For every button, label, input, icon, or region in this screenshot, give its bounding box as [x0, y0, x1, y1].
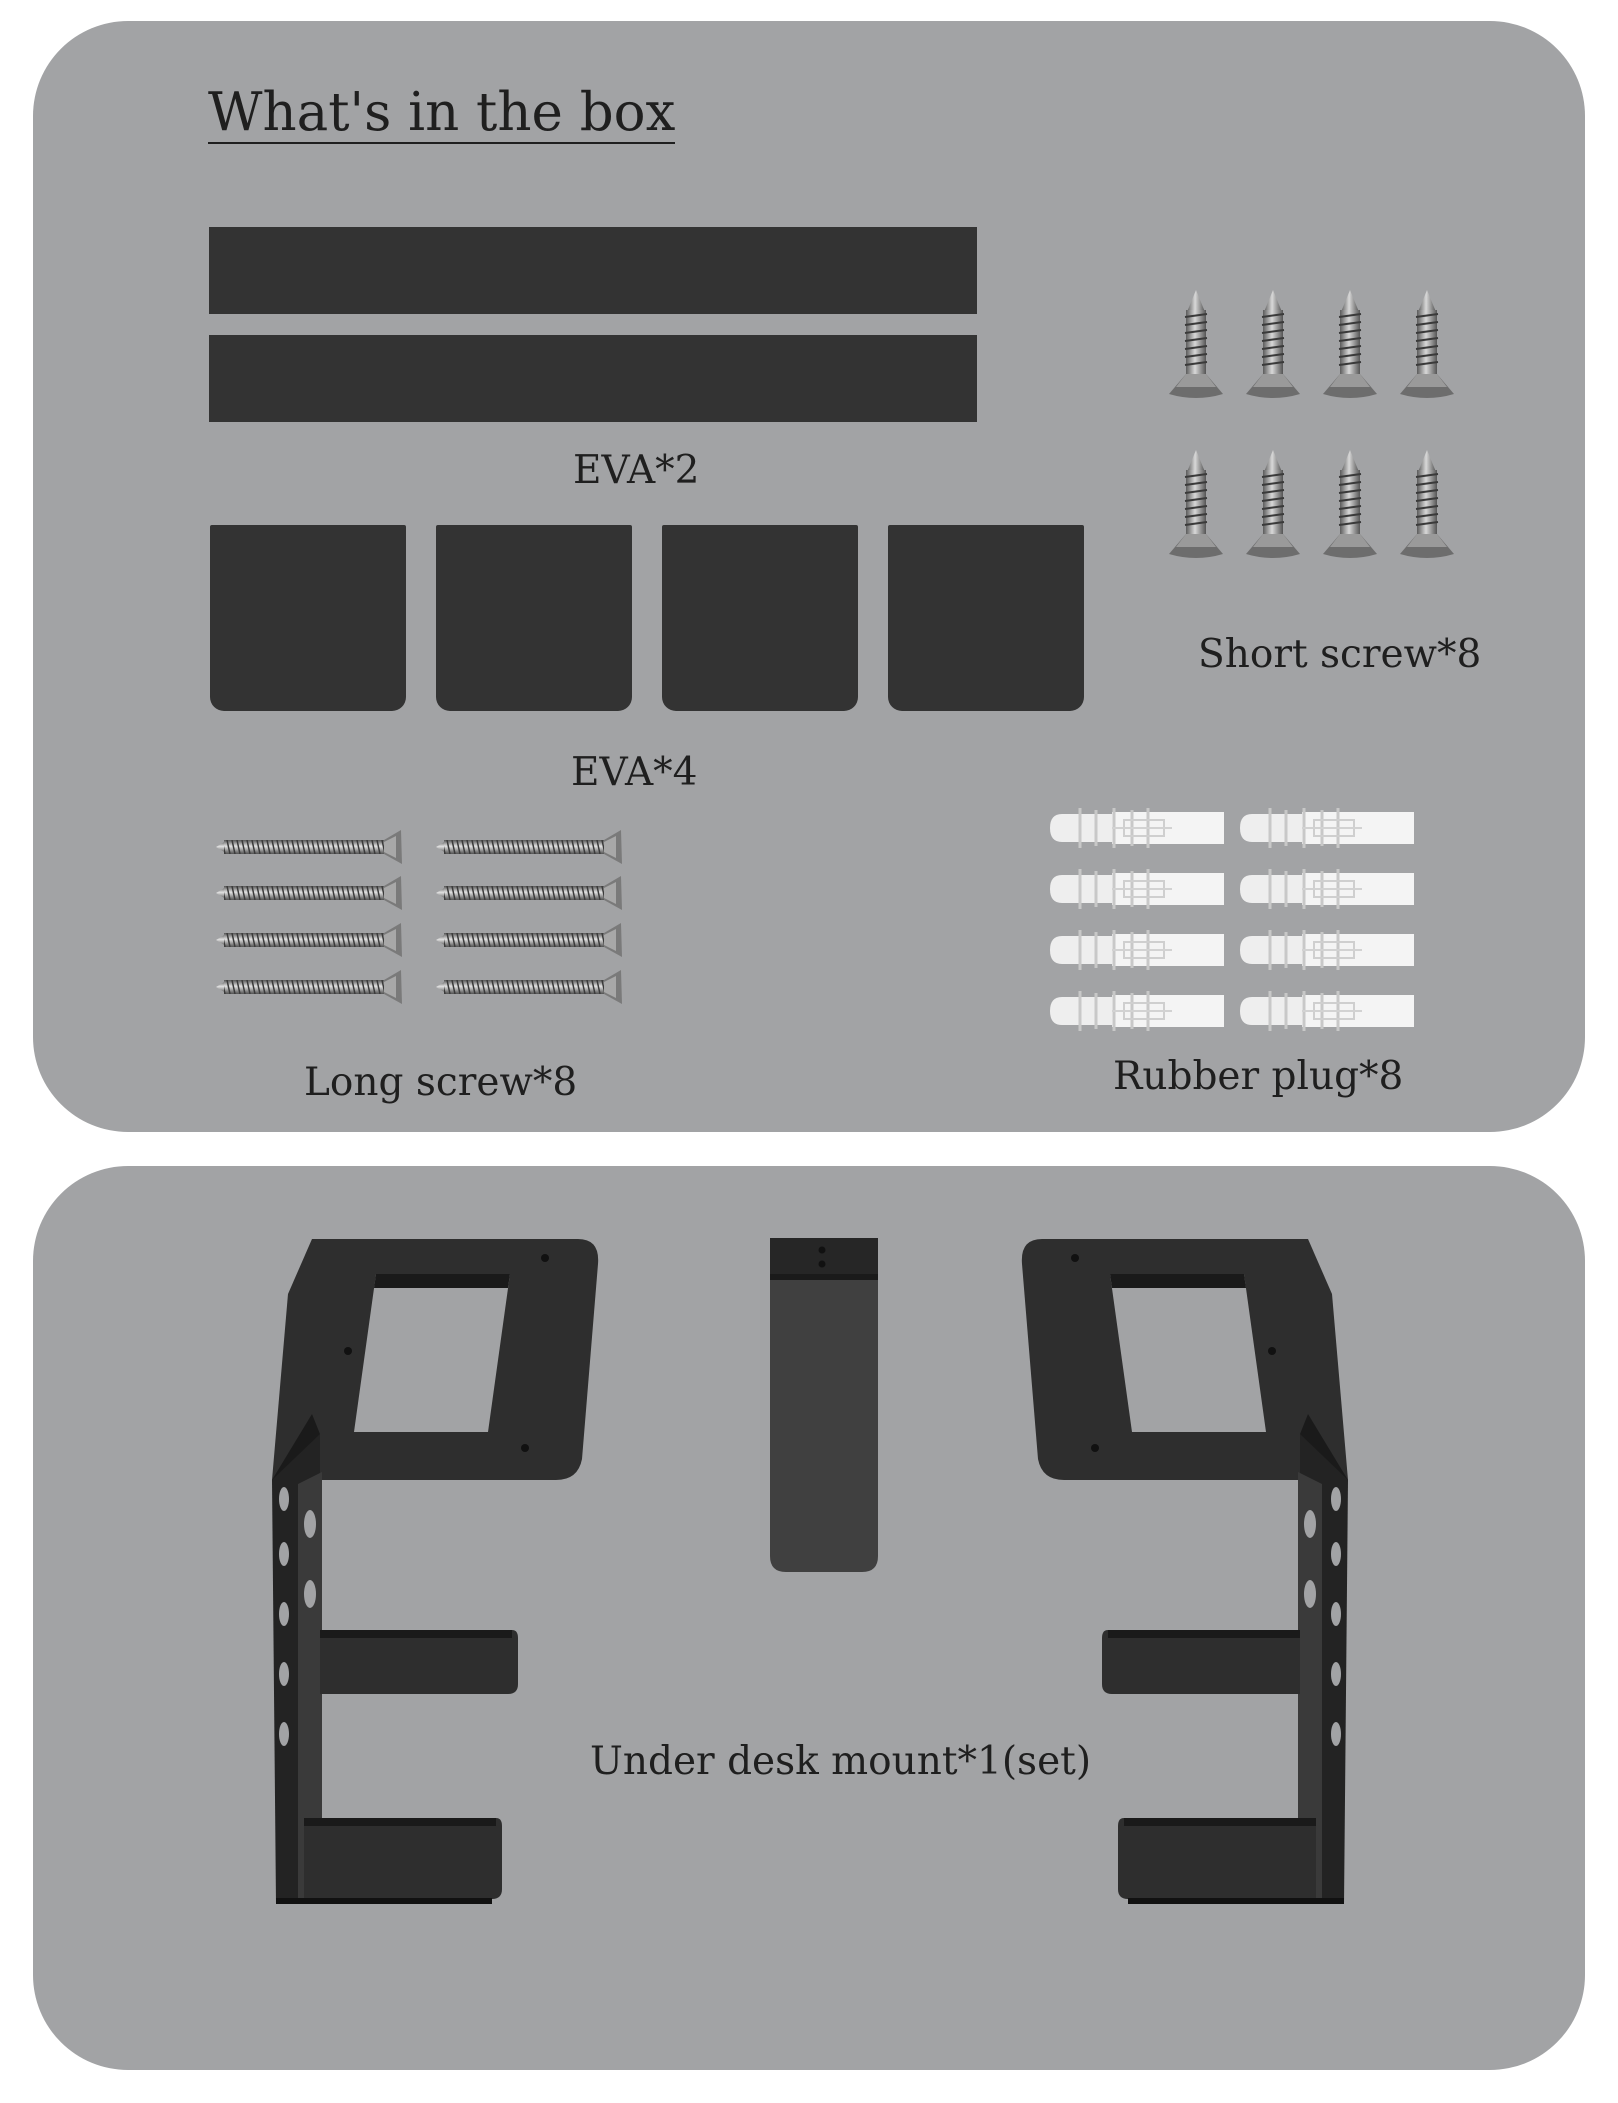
- eva-pad: [888, 525, 1084, 711]
- short-screw: [1400, 450, 1454, 558]
- short-screw: [1246, 450, 1300, 558]
- long-screw: [216, 876, 402, 910]
- page-title: What's in the box: [208, 82, 676, 143]
- eva-strip: [209, 227, 977, 314]
- rubber-plug: [1050, 930, 1224, 970]
- short-screw: [1323, 450, 1377, 558]
- short-screw: [1169, 450, 1223, 558]
- eva-pad: [662, 525, 858, 711]
- left-bracket: [260, 1234, 610, 1914]
- long-screws-image: [214, 828, 626, 1008]
- short-screw: [1246, 290, 1300, 398]
- eva-pad: [210, 525, 406, 711]
- rubber-plug: [1050, 808, 1224, 848]
- center-bracket: [766, 1234, 882, 1578]
- rubber-plugs-label: Rubber plug*8: [1113, 1054, 1404, 1099]
- eva-strips-label: EVA*2: [573, 448, 700, 493]
- rubber-plug: [1050, 991, 1224, 1031]
- rubber-plug: [1050, 869, 1224, 909]
- long-screw: [436, 923, 622, 957]
- long-screw: [436, 830, 622, 864]
- long-screw: [216, 970, 402, 1004]
- eva-pads-label: EVA*4: [571, 750, 698, 795]
- mount-label: Under desk mount*1(set): [590, 1739, 1092, 1784]
- long-screw: [216, 923, 402, 957]
- short-screw: [1323, 290, 1377, 398]
- short-screw: [1169, 290, 1223, 398]
- short-screw: [1400, 290, 1454, 398]
- long-screw: [436, 876, 622, 910]
- rubber-plug: [1240, 930, 1414, 970]
- short-screws-label: Short screw*8: [1198, 632, 1482, 677]
- rubber-plug: [1240, 869, 1414, 909]
- long-screws-label: Long screw*8: [304, 1060, 578, 1105]
- long-screw: [436, 970, 622, 1004]
- rubber-plug: [1240, 808, 1414, 848]
- right-bracket: [1010, 1234, 1360, 1914]
- eva-pad: [436, 525, 632, 711]
- short-screws-image: [1160, 282, 1460, 572]
- rubber-plug: [1240, 991, 1414, 1031]
- eva-strip: [209, 335, 977, 422]
- rubber-plugs-image: [1048, 800, 1420, 1044]
- long-screw: [216, 830, 402, 864]
